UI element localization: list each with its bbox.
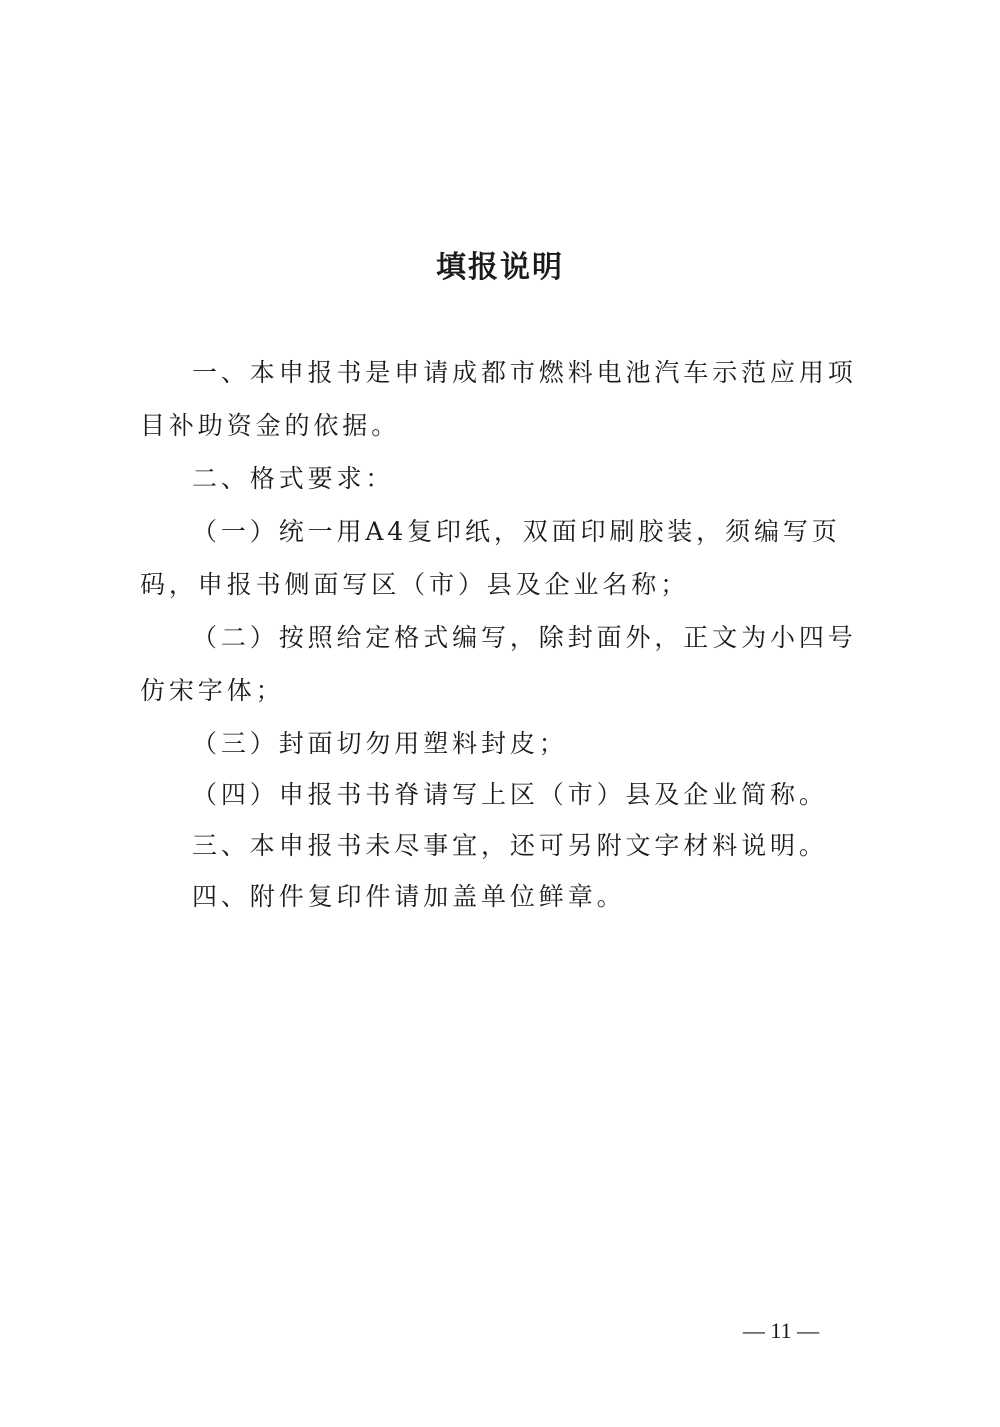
paragraph-6: （四）申报书书脊请写上区（市）县及企业简称。 (192, 780, 828, 809)
paragraph-1: 一、本申报书是申请成都市燃料电池汽车示范应用项目补助资金的依据。 (140, 358, 857, 440)
paragraph-8: 四、附件复印件请加盖单位鲜章。 (192, 882, 626, 911)
paragraph-5: （三）封面切勿用塑料封皮； (192, 729, 568, 758)
paragraph-4: （二）按照给定格式编写，除封面外，正文为小四号仿宋字体； (140, 623, 857, 705)
page-number: — 11 — (742, 1318, 820, 1343)
paragraph-3: （一）统一用A4复印纸，双面印刷胶装，须编写页码，申报书侧面写区（市）县及企业名称； (140, 517, 841, 599)
paragraph-7: 三、本申报书未尽事宜，还可另附文字材料说明。 (192, 831, 828, 860)
paragraph-2: 二、格式要求： (192, 464, 395, 493)
page-title: 填报说明 (436, 250, 564, 285)
